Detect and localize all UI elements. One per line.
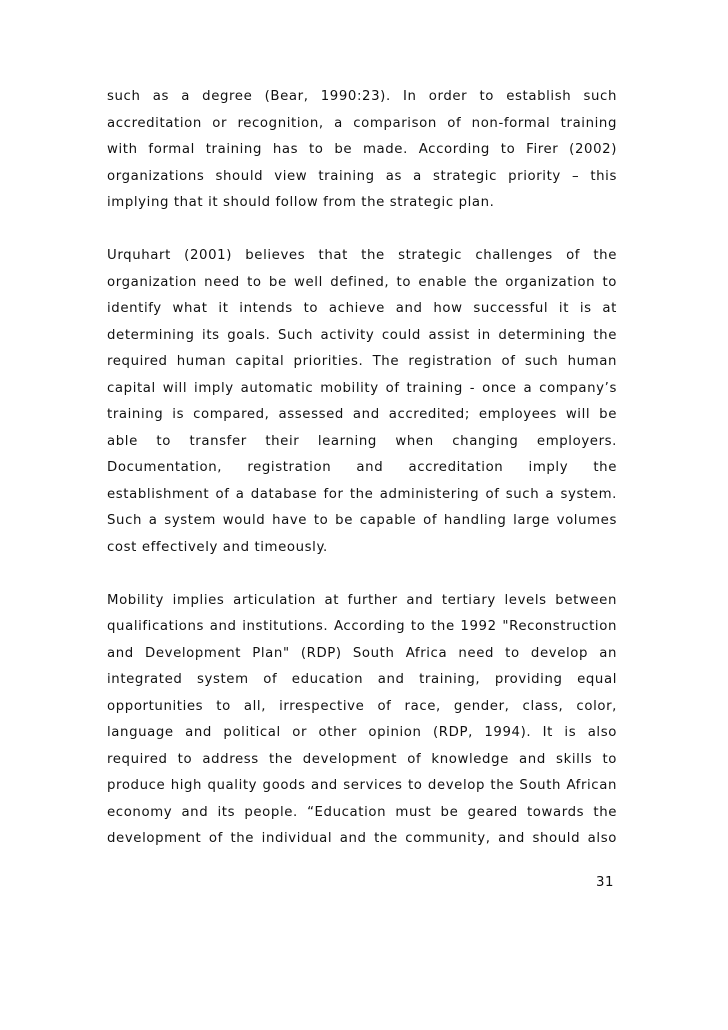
text-line: qualifications and institutions. According to the 1992 "Reconstruction — [107, 619, 617, 634]
text-line: Such a system would have to be capable of handling large volumes — [107, 513, 617, 528]
text-line: cost effectively and timeously. — [107, 539, 328, 555]
text-line: integrated system of education and training, providing equal — [107, 672, 617, 687]
body-text — [107, 84, 617, 853]
text-line: able to transfer their learning when changing employers. — [107, 433, 617, 449]
text-line: such as a degree (Bear, 1990:23). In order to establish such — [107, 89, 617, 104]
paragraph-3 — [107, 588, 617, 853]
text-line: and Development Plan" (RDP) South Africa need to develop an — [107, 645, 617, 661]
text-line: opportunities to all, irrespective of race, gender, class, color, — [107, 698, 617, 714]
text-line: Documentation, registration and accreditation imply the — [107, 460, 617, 475]
text-line: establishment of a database for the administering of such a system. — [107, 486, 617, 502]
text-line: produce high quality goods and services to develop the South African — [107, 778, 617, 793]
text-line: required to address the development of knowledge and skills to — [107, 751, 617, 767]
text-line: training is compared, assessed and accredited; employees will be — [107, 407, 617, 422]
text-line: implying that it should follow from the strategic plan. — [107, 195, 495, 210]
text-line: organization need to be well defined, to enable the organization to — [107, 274, 617, 290]
paragraph-2 — [107, 243, 617, 561]
page-number: 31 — [596, 875, 615, 890]
text-line: Urquhart (2001) believes that the strategic challenges of the — [107, 248, 617, 263]
paragraph-gap — [107, 217, 617, 244]
text-line: accreditation or recognition, a comparison of non-formal training — [107, 115, 617, 131]
text-line: required human capital priorities. The registration of such human — [107, 354, 617, 369]
paragraph-gap — [107, 561, 617, 588]
text-line: development of the individual and the community, and should also — [107, 831, 617, 846]
text-line: language and political or other opinion (RDP, 1994). It is also — [107, 725, 617, 740]
text-line: with formal training has to be made. According to Firer (2002) — [107, 142, 617, 157]
text-line: economy and its people. “Education must be geared towards the — [107, 804, 617, 820]
text-line: identify what it intends to achieve and how successful it is at — [107, 301, 617, 316]
text-line: determining its goals. Such activity could assist in determining the — [107, 327, 617, 343]
text-line: organizations should view training as a strategic priority – this — [107, 168, 617, 184]
text-line: Mobility implies articulation at further and tertiary levels between — [107, 592, 617, 608]
paragraph-1 — [107, 84, 617, 217]
text-line: capital will imply automatic mobility of training - once a company’s — [107, 380, 617, 396]
